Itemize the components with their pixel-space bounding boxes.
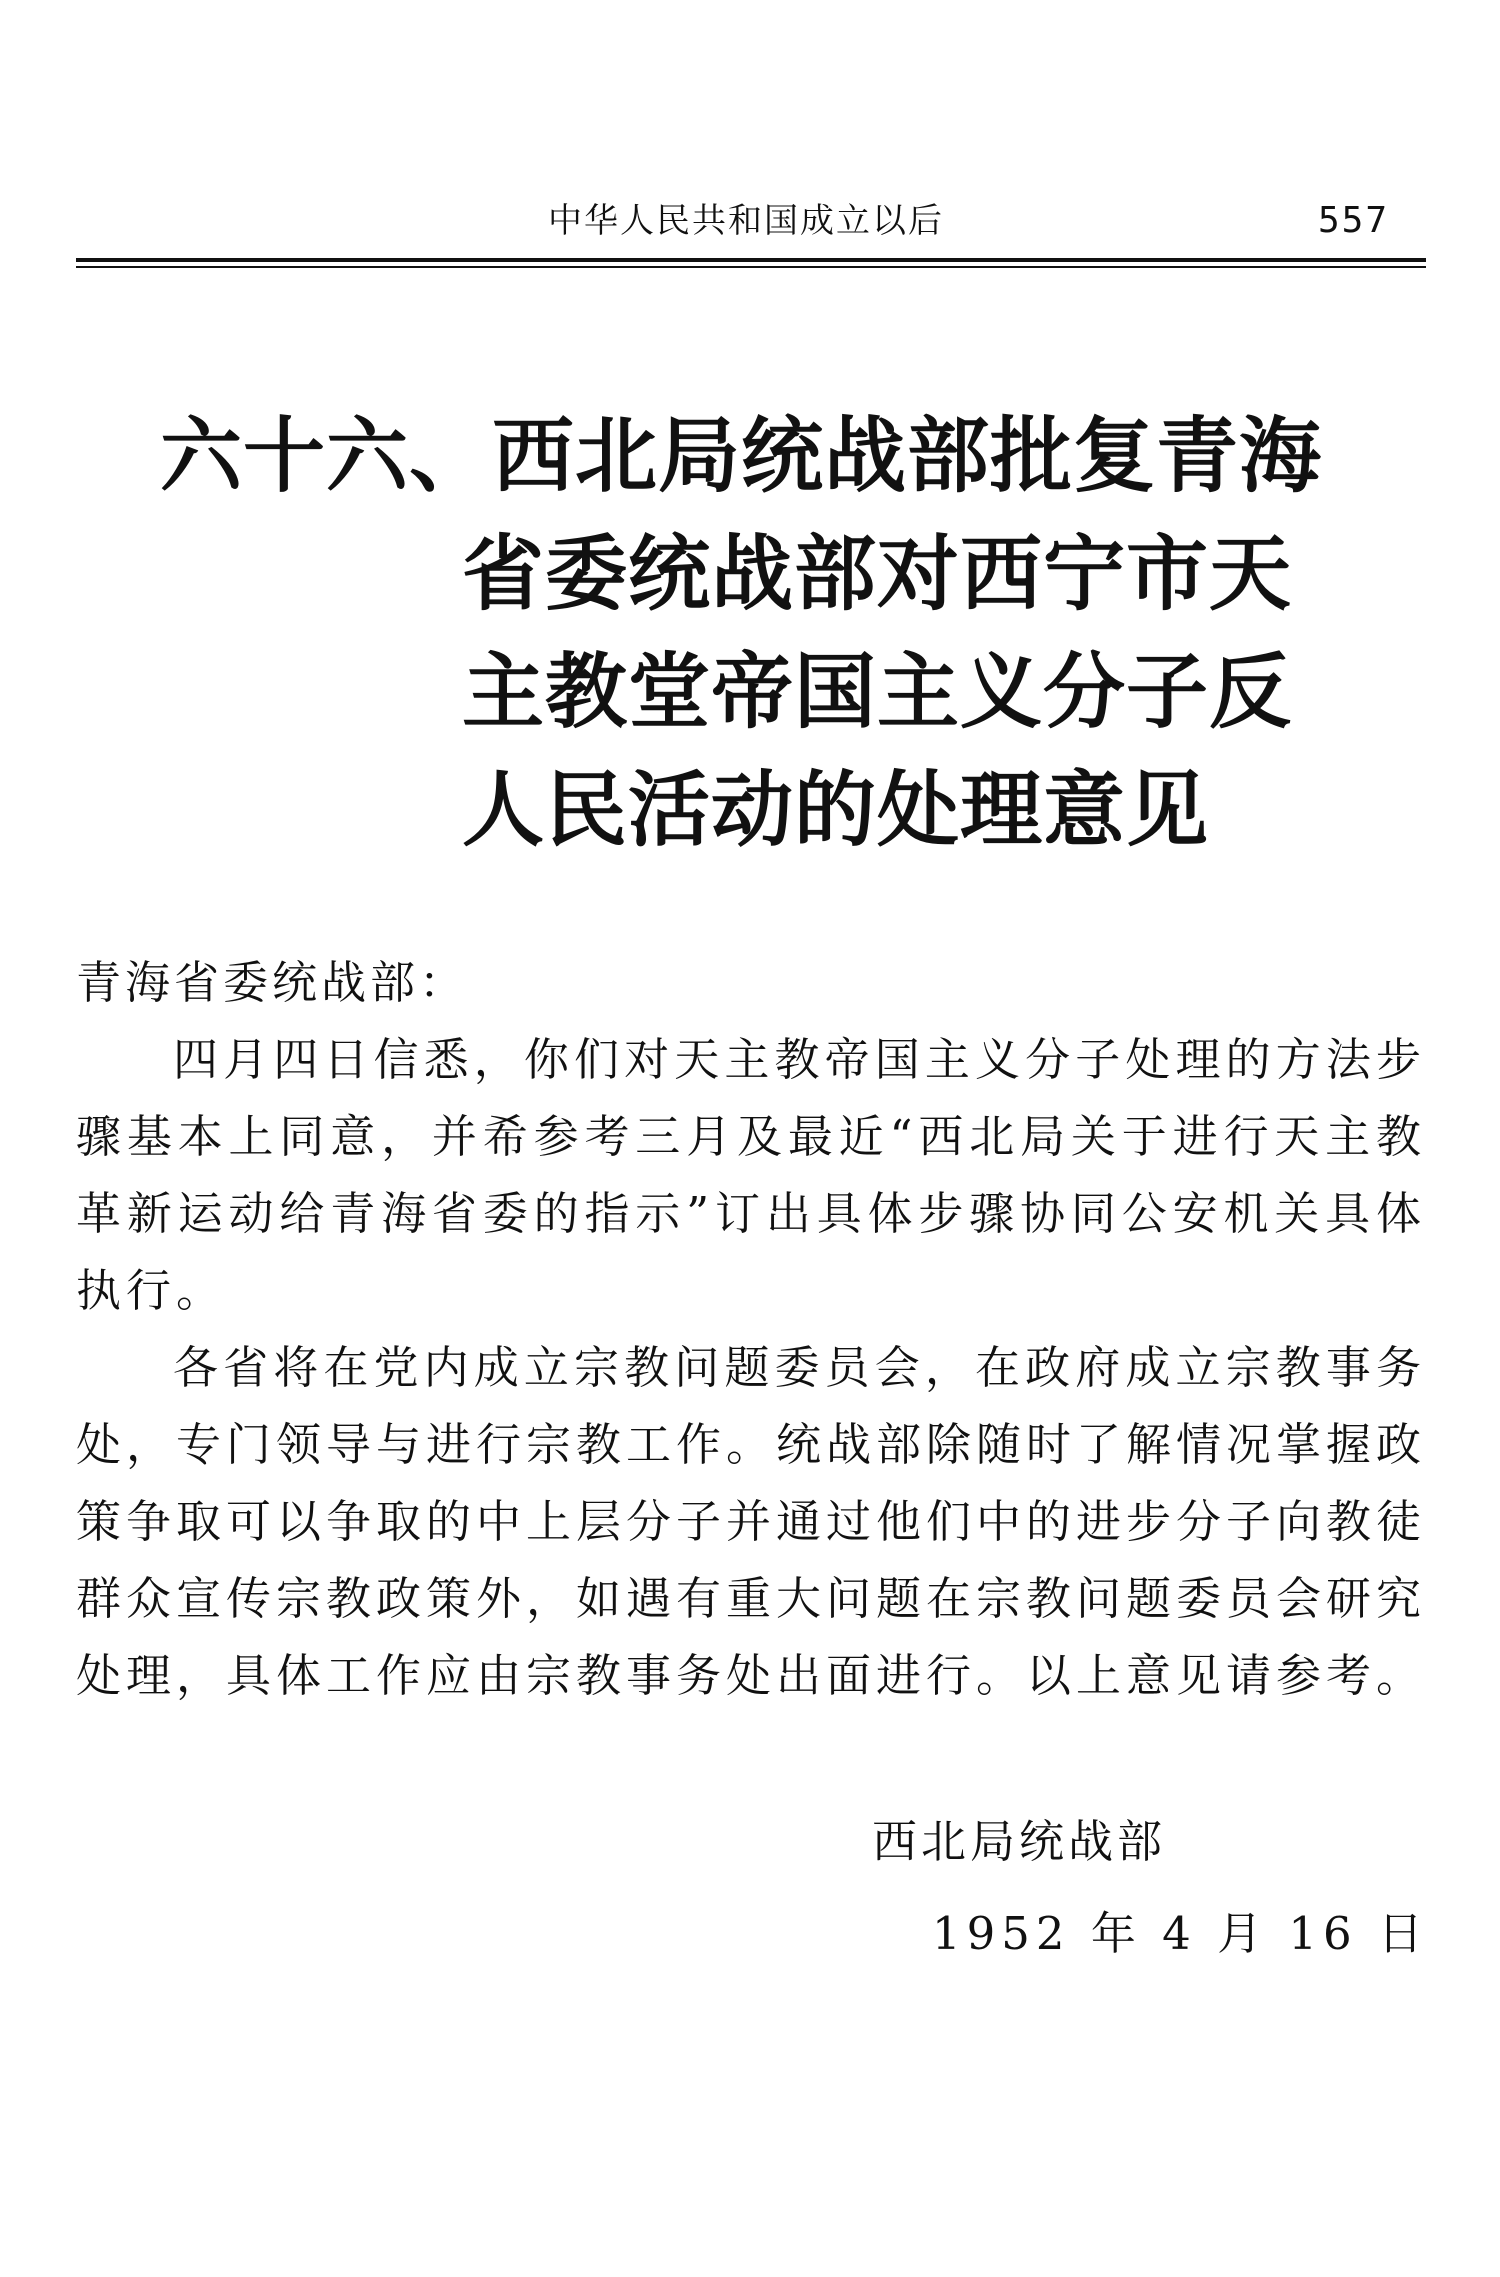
paragraph-2: 各省将在党内成立宗教问题委员会，在政府成立宗教事务处，专门领导与进行宗教工作。统战部除随时了解情况掌握政策争取可以争取的中上层分子并通过他们中的进步分子向教徒群众宣传宗教政策外，如遇有重大问题在宗教问题委员会研究处理，具体工作应由宗教事务处出面进行。以上意见请参考。 <box>76 1341 1427 1702</box>
running-header <box>0 196 1500 246</box>
title-line-1: 六十六、西北局统战部批复青海 <box>160 409 1323 504</box>
signature-date: 1952 年 4 月 16 日 <box>932 1907 1429 1960</box>
page-number: 557 <box>1318 200 1390 241</box>
signature-organization: 西北局统战部 <box>872 1815 1167 1868</box>
header-rule-thin <box>76 266 1426 268</box>
title-line-2: 省委统战部对西宁市天 <box>462 527 1293 622</box>
paragraph-1: 四月四日信悉，你们对天主教帝国主义分子处理的方法步骤基本上同意，并希参考三月及最近“西北局关于进行天主教革新运动给青海省委的指示”订出具体步骤协同公安机关具体执行。 <box>76 1033 1426 1317</box>
salutation: 青海省委统战部： <box>76 956 469 1009</box>
running-header-title: 中华人民共和国成立以后 <box>548 201 944 241</box>
title-line-3: 主教堂帝国主义分子反 <box>462 645 1293 740</box>
title-line-4: 人民活动的处理意见 <box>462 763 1210 858</box>
letter-body <box>76 944 1426 1714</box>
header-rule-thick <box>76 258 1426 262</box>
